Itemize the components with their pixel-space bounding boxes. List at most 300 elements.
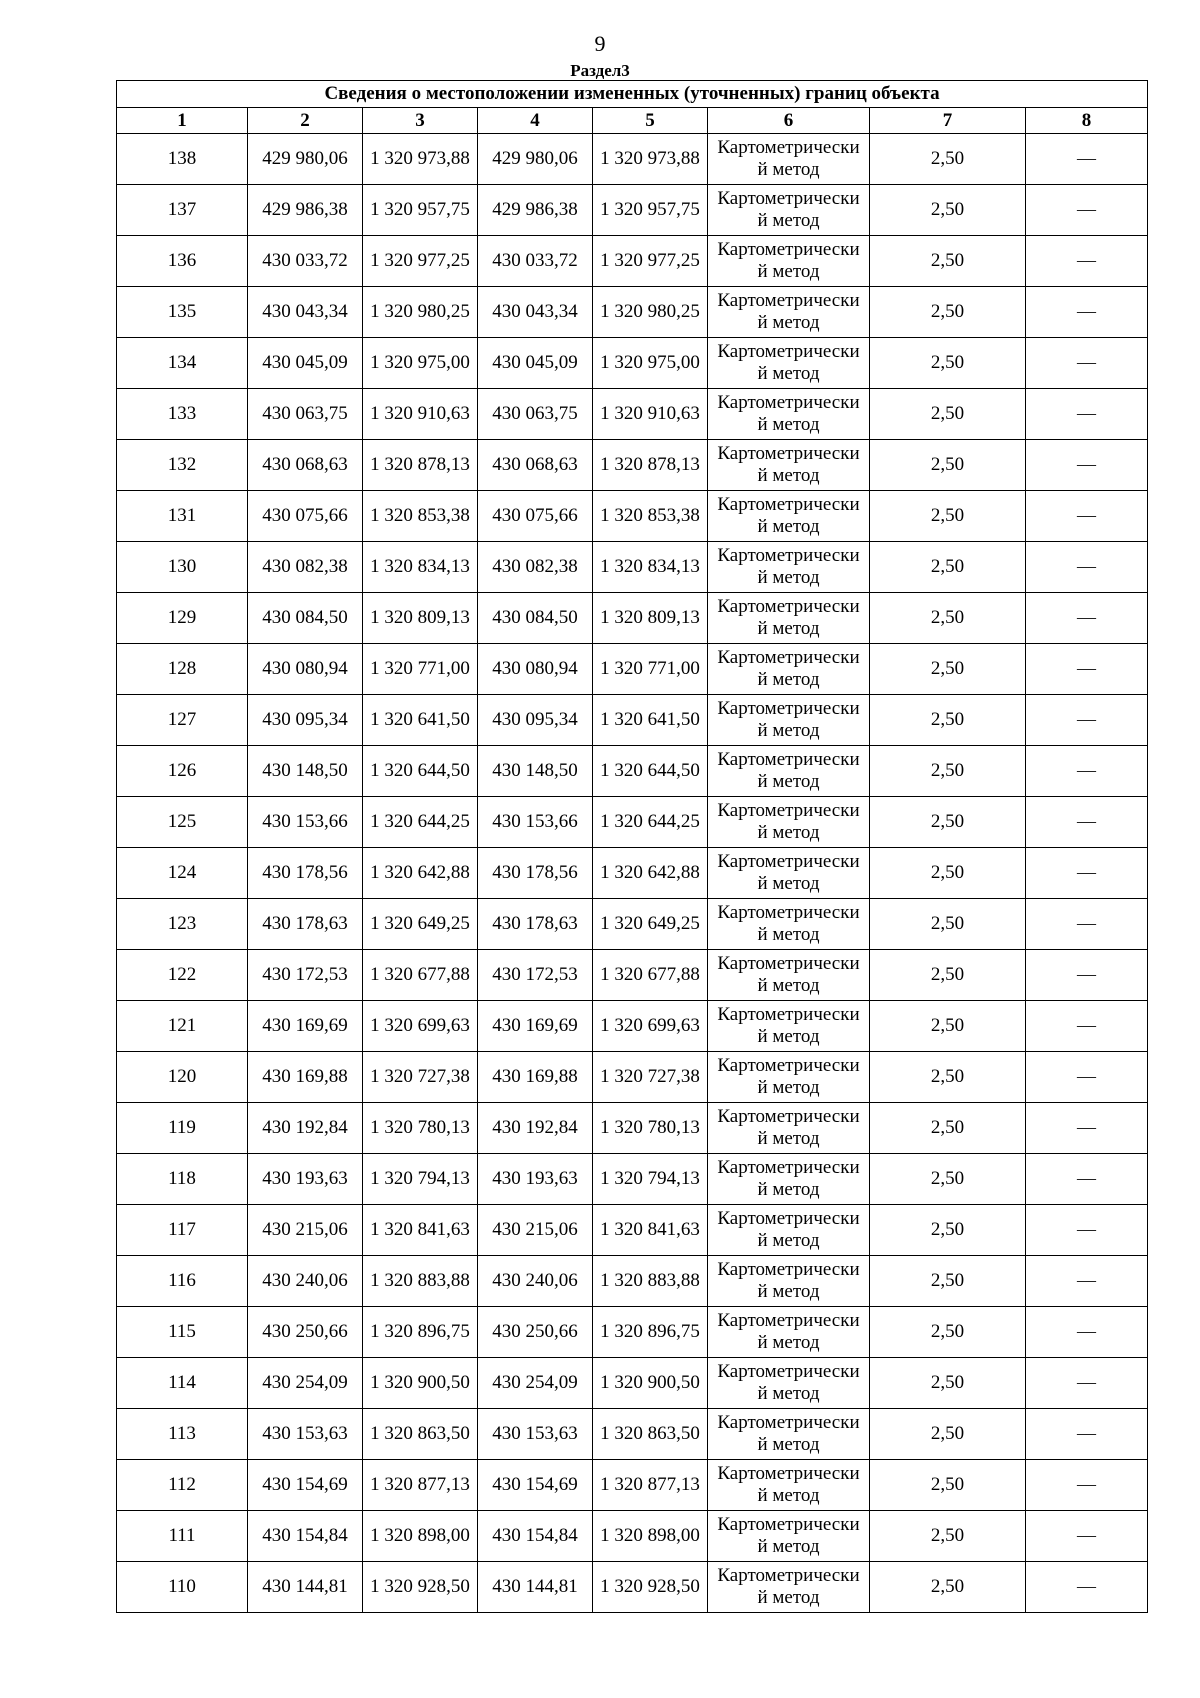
existing-y-cell: 1 320 794,13 <box>363 1154 478 1205</box>
method-cell <box>708 338 870 389</box>
refined-x-cell: 430 063,75 <box>478 389 593 440</box>
accuracy-cell: 2,50 <box>870 899 1026 950</box>
column-number: 2 <box>248 108 363 134</box>
refined-x-cell: 430 193,63 <box>478 1154 593 1205</box>
accuracy-cell: 2,50 <box>870 1460 1026 1511</box>
note-cell: — <box>1026 389 1148 440</box>
point-number-cell: 117 <box>117 1205 248 1256</box>
table-row <box>117 440 1148 491</box>
refined-y-cell: 1 320 883,88 <box>593 1256 708 1307</box>
point-number-cell: 122 <box>117 950 248 1001</box>
method-text: й метод <box>757 1077 820 1098</box>
note-cell: — <box>1026 1307 1148 1358</box>
method-cell <box>708 185 870 236</box>
accuracy-cell: 2,50 <box>870 1409 1026 1460</box>
existing-y-cell: 1 320 928,50 <box>363 1562 478 1613</box>
method-cell <box>708 695 870 746</box>
refined-y-cell: 1 320 641,50 <box>593 695 708 746</box>
point-number-cell: 129 <box>117 593 248 644</box>
point-number-cell: 132 <box>117 440 248 491</box>
existing-y-cell: 1 320 883,88 <box>363 1256 478 1307</box>
method-text: й метод <box>757 1128 820 1149</box>
note-cell: — <box>1026 899 1148 950</box>
refined-x-cell: 430 043,34 <box>478 287 593 338</box>
table-row <box>117 185 1148 236</box>
table-row <box>117 593 1148 644</box>
point-number-cell: 124 <box>117 848 248 899</box>
column-number: 6 <box>708 108 870 134</box>
existing-y-cell: 1 320 644,50 <box>363 746 478 797</box>
refined-x-cell: 430 095,34 <box>478 695 593 746</box>
method-text: Картометрически <box>717 800 860 821</box>
existing-y-cell: 1 320 780,13 <box>363 1103 478 1154</box>
method-cell <box>708 1001 870 1052</box>
method-text: й метод <box>757 1281 820 1302</box>
accuracy-cell: 2,50 <box>870 440 1026 491</box>
table-row <box>117 1154 1148 1205</box>
point-number-cell: 114 <box>117 1358 248 1409</box>
refined-x-cell: 430 075,66 <box>478 491 593 542</box>
method-cell <box>708 848 870 899</box>
existing-x-cell: 430 153,63 <box>248 1409 363 1460</box>
accuracy-cell: 2,50 <box>870 848 1026 899</box>
table-row <box>117 491 1148 542</box>
existing-y-cell: 1 320 699,63 <box>363 1001 478 1052</box>
point-number-cell: 125 <box>117 797 248 848</box>
table-row <box>117 338 1148 389</box>
table-row <box>117 1205 1148 1256</box>
refined-x-cell: 430 153,66 <box>478 797 593 848</box>
accuracy-cell: 2,50 <box>870 236 1026 287</box>
refined-x-cell: 430 215,06 <box>478 1205 593 1256</box>
method-text: й метод <box>757 159 820 180</box>
refined-y-cell: 1 320 699,63 <box>593 1001 708 1052</box>
existing-y-cell: 1 320 677,88 <box>363 950 478 1001</box>
table-row <box>117 695 1148 746</box>
refined-x-cell: 430 082,38 <box>478 542 593 593</box>
refined-y-cell: 1 320 900,50 <box>593 1358 708 1409</box>
refined-y-cell: 1 320 957,75 <box>593 185 708 236</box>
method-cell <box>708 491 870 542</box>
existing-y-cell: 1 320 641,50 <box>363 695 478 746</box>
note-cell: — <box>1026 1256 1148 1307</box>
note-cell: — <box>1026 491 1148 542</box>
table-row <box>117 287 1148 338</box>
point-number-cell: 123 <box>117 899 248 950</box>
method-text: й метод <box>757 822 820 843</box>
refined-x-cell: 430 254,09 <box>478 1358 593 1409</box>
method-cell <box>708 542 870 593</box>
existing-x-cell: 430 250,66 <box>248 1307 363 1358</box>
method-text: Картометрически <box>717 1208 860 1229</box>
method-text: й метод <box>757 618 820 639</box>
method-cell <box>708 1154 870 1205</box>
refined-y-cell: 1 320 649,25 <box>593 899 708 950</box>
existing-y-cell: 1 320 809,13 <box>363 593 478 644</box>
method-text: Картометрически <box>717 239 860 260</box>
method-cell <box>708 1052 870 1103</box>
column-number: 5 <box>593 108 708 134</box>
note-cell: — <box>1026 797 1148 848</box>
method-cell <box>708 440 870 491</box>
table-row <box>117 848 1148 899</box>
accuracy-cell: 2,50 <box>870 1358 1026 1409</box>
table-row <box>117 1103 1148 1154</box>
table-row <box>117 1460 1148 1511</box>
refined-y-cell: 1 320 910,63 <box>593 389 708 440</box>
accuracy-cell: 2,50 <box>870 1001 1026 1052</box>
existing-x-cell: 430 075,66 <box>248 491 363 542</box>
existing-y-cell: 1 320 877,13 <box>363 1460 478 1511</box>
point-number-cell: 116 <box>117 1256 248 1307</box>
point-number-cell: 127 <box>117 695 248 746</box>
point-number-cell: 113 <box>117 1409 248 1460</box>
method-cell <box>708 1511 870 1562</box>
method-cell <box>708 797 870 848</box>
table-row <box>117 236 1148 287</box>
existing-y-cell: 1 320 649,25 <box>363 899 478 950</box>
refined-y-cell: 1 320 878,13 <box>593 440 708 491</box>
refined-x-cell: 430 172,53 <box>478 950 593 1001</box>
refined-x-cell: 430 178,63 <box>478 899 593 950</box>
method-cell <box>708 1562 870 1613</box>
method-text: й метод <box>757 1587 820 1608</box>
refined-x-cell: 430 169,88 <box>478 1052 593 1103</box>
method-text: й метод <box>757 669 820 690</box>
table-row <box>117 134 1148 185</box>
note-cell: — <box>1026 1409 1148 1460</box>
existing-x-cell: 430 148,50 <box>248 746 363 797</box>
existing-x-cell: 430 240,06 <box>248 1256 363 1307</box>
existing-x-cell: 430 153,66 <box>248 797 363 848</box>
table-row <box>117 1052 1148 1103</box>
accuracy-cell: 2,50 <box>870 389 1026 440</box>
method-text: й метод <box>757 1332 820 1353</box>
existing-x-cell: 430 192,84 <box>248 1103 363 1154</box>
existing-y-cell: 1 320 642,88 <box>363 848 478 899</box>
refined-y-cell: 1 320 841,63 <box>593 1205 708 1256</box>
method-text: й метод <box>757 1485 820 1506</box>
accuracy-cell: 2,50 <box>870 185 1026 236</box>
method-text: Картометрически <box>717 1055 860 1076</box>
note-cell: — <box>1026 848 1148 899</box>
method-text: Картометрически <box>717 902 860 923</box>
accuracy-cell: 2,50 <box>870 1307 1026 1358</box>
table-row <box>117 1562 1148 1613</box>
method-cell <box>708 1358 870 1409</box>
existing-y-cell: 1 320 834,13 <box>363 542 478 593</box>
existing-x-cell: 430 084,50 <box>248 593 363 644</box>
refined-y-cell: 1 320 896,75 <box>593 1307 708 1358</box>
existing-y-cell: 1 320 771,00 <box>363 644 478 695</box>
note-cell: — <box>1026 1001 1148 1052</box>
method-text: Картометрически <box>717 1361 860 1382</box>
existing-x-cell: 430 154,69 <box>248 1460 363 1511</box>
point-number-cell: 115 <box>117 1307 248 1358</box>
point-number-cell: 133 <box>117 389 248 440</box>
refined-x-cell: 430 045,09 <box>478 338 593 389</box>
method-cell <box>708 287 870 338</box>
table-row <box>117 1409 1148 1460</box>
note-cell: — <box>1026 236 1148 287</box>
point-number-cell: 130 <box>117 542 248 593</box>
existing-x-cell: 430 063,75 <box>248 389 363 440</box>
method-cell <box>708 950 870 1001</box>
point-number-cell: 131 <box>117 491 248 542</box>
table-row <box>117 1256 1148 1307</box>
existing-x-cell: 430 045,09 <box>248 338 363 389</box>
point-number-cell: 134 <box>117 338 248 389</box>
method-text: Картометрически <box>717 596 860 617</box>
method-cell <box>708 593 870 644</box>
method-cell <box>708 1409 870 1460</box>
method-text: Картометрически <box>717 290 860 311</box>
method-text: Картометрически <box>717 545 860 566</box>
column-number: 1 <box>117 108 248 134</box>
note-cell: — <box>1026 1103 1148 1154</box>
accuracy-cell: 2,50 <box>870 338 1026 389</box>
existing-x-cell: 430 169,88 <box>248 1052 363 1103</box>
note-cell: — <box>1026 1562 1148 1613</box>
method-text: Картометрически <box>717 341 860 362</box>
refined-x-cell: 430 178,56 <box>478 848 593 899</box>
refined-x-cell: 430 154,84 <box>478 1511 593 1562</box>
existing-x-cell: 430 095,34 <box>248 695 363 746</box>
note-cell: — <box>1026 695 1148 746</box>
refined-x-cell: 429 980,06 <box>478 134 593 185</box>
note-cell: — <box>1026 185 1148 236</box>
refined-y-cell: 1 320 863,50 <box>593 1409 708 1460</box>
method-text: Картометрически <box>717 1412 860 1433</box>
page-number: 9 <box>594 31 606 56</box>
point-number-cell: 112 <box>117 1460 248 1511</box>
method-cell <box>708 1256 870 1307</box>
method-cell <box>708 236 870 287</box>
accuracy-cell: 2,50 <box>870 491 1026 542</box>
refined-y-cell: 1 320 973,88 <box>593 134 708 185</box>
refined-y-cell: 1 320 809,13 <box>593 593 708 644</box>
column-number: 7 <box>870 108 1026 134</box>
refined-x-cell: 430 250,66 <box>478 1307 593 1358</box>
method-text: й метод <box>757 873 820 894</box>
note-cell: — <box>1026 1205 1148 1256</box>
note-cell: — <box>1026 950 1148 1001</box>
existing-y-cell: 1 320 980,25 <box>363 287 478 338</box>
method-text: й метод <box>757 516 820 537</box>
note-cell: — <box>1026 287 1148 338</box>
existing-x-cell: 430 193,63 <box>248 1154 363 1205</box>
method-text: й метод <box>757 465 820 486</box>
point-number-cell: 136 <box>117 236 248 287</box>
refined-y-cell: 1 320 980,25 <box>593 287 708 338</box>
method-text: Картометрически <box>717 953 860 974</box>
refined-y-cell: 1 320 834,13 <box>593 542 708 593</box>
existing-y-cell: 1 320 896,75 <box>363 1307 478 1358</box>
method-cell <box>708 1103 870 1154</box>
existing-x-cell: 430 033,72 <box>248 236 363 287</box>
method-cell <box>708 644 870 695</box>
point-number-cell: 119 <box>117 1103 248 1154</box>
existing-x-cell: 430 082,38 <box>248 542 363 593</box>
method-text: й метод <box>757 312 820 333</box>
method-text: й метод <box>757 771 820 792</box>
existing-y-cell: 1 320 898,00 <box>363 1511 478 1562</box>
table-row <box>117 1307 1148 1358</box>
refined-x-cell: 430 148,50 <box>478 746 593 797</box>
method-cell <box>708 1205 870 1256</box>
method-text: Картометрически <box>717 137 860 158</box>
method-text: Картометрически <box>717 494 860 515</box>
method-text: Картометрически <box>717 188 860 209</box>
refined-x-cell: 430 144,81 <box>478 1562 593 1613</box>
column-number: 4 <box>478 108 593 134</box>
refined-x-cell: 430 080,94 <box>478 644 593 695</box>
refined-y-cell: 1 320 644,25 <box>593 797 708 848</box>
existing-y-cell: 1 320 973,88 <box>363 134 478 185</box>
refined-y-cell: 1 320 644,50 <box>593 746 708 797</box>
method-text: й метод <box>757 1434 820 1455</box>
method-text: Картометрически <box>717 1565 860 1586</box>
accuracy-cell: 2,50 <box>870 1562 1026 1613</box>
existing-y-cell: 1 320 863,50 <box>363 1409 478 1460</box>
refined-x-cell: 430 169,69 <box>478 1001 593 1052</box>
method-text: й метод <box>757 1230 820 1251</box>
refined-y-cell: 1 320 642,88 <box>593 848 708 899</box>
point-number-cell: 110 <box>117 1562 248 1613</box>
refined-y-cell: 1 320 771,00 <box>593 644 708 695</box>
point-number-cell: 121 <box>117 1001 248 1052</box>
refined-y-cell: 1 320 853,38 <box>593 491 708 542</box>
refined-x-cell: 430 240,06 <box>478 1256 593 1307</box>
existing-x-cell: 430 215,06 <box>248 1205 363 1256</box>
note-cell: — <box>1026 593 1148 644</box>
method-text: й метод <box>757 975 820 996</box>
refined-x-cell: 430 033,72 <box>478 236 593 287</box>
method-text: й метод <box>757 261 820 282</box>
existing-x-cell: 430 169,69 <box>248 1001 363 1052</box>
note-cell: — <box>1026 134 1148 185</box>
table-row <box>117 1511 1148 1562</box>
method-text: Картометрически <box>717 1004 860 1025</box>
table-caption-row <box>117 81 1148 108</box>
accuracy-cell: 2,50 <box>870 593 1026 644</box>
note-cell: — <box>1026 746 1148 797</box>
note-cell: — <box>1026 440 1148 491</box>
table-row <box>117 542 1148 593</box>
method-text: й метод <box>757 1383 820 1404</box>
existing-y-cell: 1 320 727,38 <box>363 1052 478 1103</box>
table-row <box>117 1358 1148 1409</box>
table-row <box>117 1001 1148 1052</box>
existing-y-cell: 1 320 910,63 <box>363 389 478 440</box>
existing-x-cell: 430 172,53 <box>248 950 363 1001</box>
note-cell: — <box>1026 1511 1148 1562</box>
method-cell <box>708 1460 870 1511</box>
refined-y-cell: 1 320 780,13 <box>593 1103 708 1154</box>
table-caption: Сведения о местоположении измененных (уточненных) границ объекта <box>117 81 1148 108</box>
accuracy-cell: 2,50 <box>870 695 1026 746</box>
method-cell <box>708 389 870 440</box>
table-row <box>117 644 1148 695</box>
point-number-cell: 138 <box>117 134 248 185</box>
method-text: Картометрически <box>717 1106 860 1127</box>
point-number-cell: 135 <box>117 287 248 338</box>
accuracy-cell: 2,50 <box>870 1103 1026 1154</box>
note-cell: — <box>1026 1154 1148 1205</box>
accuracy-cell: 2,50 <box>870 542 1026 593</box>
accuracy-cell: 2,50 <box>870 1052 1026 1103</box>
method-text: Картометрически <box>717 749 860 770</box>
existing-x-cell: 430 254,09 <box>248 1358 363 1409</box>
method-text: й метод <box>757 1536 820 1557</box>
column-number: 8 <box>1026 108 1148 134</box>
point-number-cell: 137 <box>117 185 248 236</box>
refined-y-cell: 1 320 677,88 <box>593 950 708 1001</box>
method-text: й метод <box>757 567 820 588</box>
existing-x-cell: 430 043,34 <box>248 287 363 338</box>
accuracy-cell: 2,50 <box>870 287 1026 338</box>
table-row <box>117 389 1148 440</box>
existing-y-cell: 1 320 853,38 <box>363 491 478 542</box>
method-cell <box>708 746 870 797</box>
point-number-cell: 111 <box>117 1511 248 1562</box>
method-text: Картометрически <box>717 1310 860 1331</box>
method-text: Картометрически <box>717 1514 860 1535</box>
method-text: й метод <box>757 1179 820 1200</box>
refined-y-cell: 1 320 794,13 <box>593 1154 708 1205</box>
accuracy-cell: 2,50 <box>870 134 1026 185</box>
note-cell: — <box>1026 1460 1148 1511</box>
existing-y-cell: 1 320 841,63 <box>363 1205 478 1256</box>
refined-x-cell: 429 986,38 <box>478 185 593 236</box>
accuracy-cell: 2,50 <box>870 1511 1026 1562</box>
method-text: Картометрически <box>717 1157 860 1178</box>
refined-y-cell: 1 320 727,38 <box>593 1052 708 1103</box>
column-number: 3 <box>363 108 478 134</box>
method-cell <box>708 134 870 185</box>
refined-x-cell: 430 154,69 <box>478 1460 593 1511</box>
method-cell <box>708 899 870 950</box>
existing-x-cell: 430 154,84 <box>248 1511 363 1562</box>
existing-x-cell: 430 178,56 <box>248 848 363 899</box>
method-text: й метод <box>757 363 820 384</box>
existing-y-cell: 1 320 975,00 <box>363 338 478 389</box>
refined-y-cell: 1 320 877,13 <box>593 1460 708 1511</box>
method-text: Картометрически <box>717 1463 860 1484</box>
note-cell: — <box>1026 338 1148 389</box>
existing-y-cell: 1 320 900,50 <box>363 1358 478 1409</box>
method-text: Картометрически <box>717 698 860 719</box>
table-row <box>117 899 1148 950</box>
method-text: Картометрически <box>717 443 860 464</box>
refined-y-cell: 1 320 898,00 <box>593 1511 708 1562</box>
refined-x-cell: 430 153,63 <box>478 1409 593 1460</box>
note-cell: — <box>1026 1052 1148 1103</box>
method-cell <box>708 1307 870 1358</box>
table-row <box>117 746 1148 797</box>
method-text: й метод <box>757 924 820 945</box>
refined-y-cell: 1 320 975,00 <box>593 338 708 389</box>
section-title: Раздел3 <box>570 61 630 80</box>
method-text: й метод <box>757 414 820 435</box>
method-text: й метод <box>757 720 820 741</box>
existing-y-cell: 1 320 878,13 <box>363 440 478 491</box>
refined-x-cell: 430 084,50 <box>478 593 593 644</box>
note-cell: — <box>1026 1358 1148 1409</box>
table-body <box>117 134 1148 1613</box>
point-number-cell: 126 <box>117 746 248 797</box>
point-number-cell: 128 <box>117 644 248 695</box>
